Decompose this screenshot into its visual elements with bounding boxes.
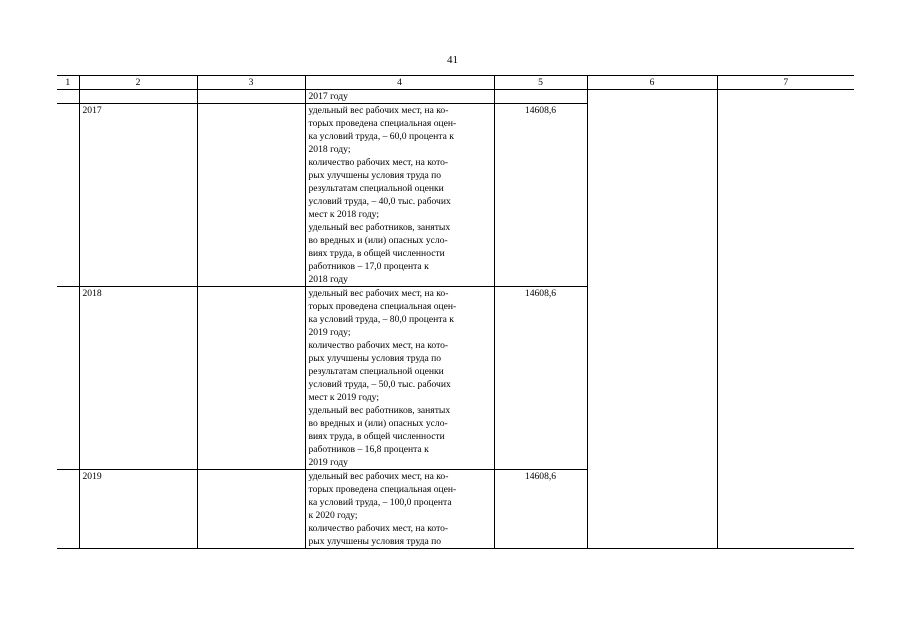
text-line: 2017 году bbox=[308, 91, 348, 102]
text-line: мест к 2019 году; bbox=[308, 392, 379, 403]
text-line: результатам специальной оценки bbox=[308, 183, 444, 194]
year-cell: 2017 bbox=[79, 104, 197, 287]
text-line: удельный вес работников, занятых bbox=[308, 405, 451, 416]
text-line: количество рабочих мест, на кото- bbox=[308, 157, 449, 168]
text-line: удельный вес работников, занятых bbox=[308, 222, 451, 233]
text-line: к 2020 году; bbox=[308, 510, 358, 521]
text-line: условий труда, – 40,0 тыс. рабочих bbox=[308, 196, 451, 207]
text-line: торых проведена специальная оцен- bbox=[308, 484, 457, 495]
empty-cell bbox=[57, 287, 79, 470]
text-line: во вредных и (или) опасных усло- bbox=[308, 235, 448, 246]
text-line: рых улучшены условия труда по bbox=[308, 536, 442, 547]
empty-cell bbox=[494, 90, 587, 104]
text-line: результатам специальной оценки bbox=[308, 366, 444, 377]
text-line: работников – 16,8 процента к bbox=[308, 444, 429, 455]
column-number: 3 bbox=[197, 76, 305, 90]
text-line: 2018 году; bbox=[308, 144, 351, 155]
text-line: 2019 году bbox=[308, 457, 348, 468]
text-line: удельный вес рабочих мест, на ко- bbox=[308, 105, 449, 116]
empty-cell bbox=[197, 104, 305, 287]
empty-cell bbox=[197, 287, 305, 470]
column-number: 7 bbox=[717, 76, 854, 90]
year-cell: 2019 bbox=[79, 470, 197, 549]
amount-cell: 14608,6 bbox=[494, 470, 587, 549]
indicator-description bbox=[305, 104, 494, 287]
text-line: виях труда, в общей численности bbox=[308, 248, 445, 259]
indicator-description bbox=[305, 470, 494, 549]
continuation-text bbox=[305, 90, 494, 104]
empty-cell bbox=[57, 90, 79, 104]
text-line: работников – 17,0 процента к bbox=[308, 261, 429, 272]
text-line: удельный вес рабочих мест, на ко- bbox=[308, 288, 449, 299]
text-line: ка условий труда, – 60,0 процента к bbox=[308, 131, 454, 142]
text-line: ка условий труда, – 100,0 процента bbox=[308, 497, 452, 508]
text-line: торых проведена специальная оцен- bbox=[308, 301, 457, 312]
indicator-description bbox=[305, 287, 494, 470]
column-number: 6 bbox=[587, 76, 717, 90]
column-7-merged-cell bbox=[717, 90, 854, 549]
text-line: удельный вес рабочих мест, на ко- bbox=[308, 471, 449, 482]
empty-cell bbox=[197, 470, 305, 549]
program-table bbox=[57, 75, 854, 549]
text-line: торых проведена специальная оцен- bbox=[308, 118, 457, 129]
empty-cell bbox=[197, 90, 305, 104]
continuation-row bbox=[57, 90, 854, 104]
text-line: виях труда, в общей численности bbox=[308, 431, 445, 442]
text-line: условий труда, – 50,0 тыс. рабочих bbox=[308, 379, 451, 390]
text-line: 2018 году bbox=[308, 274, 348, 285]
empty-cell bbox=[79, 90, 197, 104]
amount-cell: 14608,6 bbox=[494, 287, 587, 470]
column-number-row bbox=[57, 76, 854, 90]
text-line: ка условий труда, – 80,0 процента к bbox=[308, 314, 454, 325]
text-line: 2019 году; bbox=[308, 327, 351, 338]
text-line: во вредных и (или) опасных усло- bbox=[308, 418, 448, 429]
text-line: мест к 2018 году; bbox=[308, 209, 379, 220]
column-number: 2 bbox=[79, 76, 197, 90]
page-number: 41 bbox=[447, 54, 458, 66]
empty-cell bbox=[57, 470, 79, 549]
text-line: количество рабочих мест, на кото- bbox=[308, 340, 449, 351]
empty-cell bbox=[57, 104, 79, 287]
amount-cell: 14608,6 bbox=[494, 104, 587, 287]
text-line: количество рабочих мест, на кото- bbox=[308, 523, 449, 534]
column-number: 1 bbox=[57, 76, 79, 90]
text-line: рых улучшены условия труда по bbox=[308, 170, 442, 181]
column-number: 4 bbox=[305, 76, 494, 90]
year-cell: 2018 bbox=[79, 287, 197, 470]
column-6-merged-cell bbox=[587, 90, 717, 549]
text-line: рых улучшены условия труда по bbox=[308, 353, 442, 364]
column-number: 5 bbox=[494, 76, 587, 90]
